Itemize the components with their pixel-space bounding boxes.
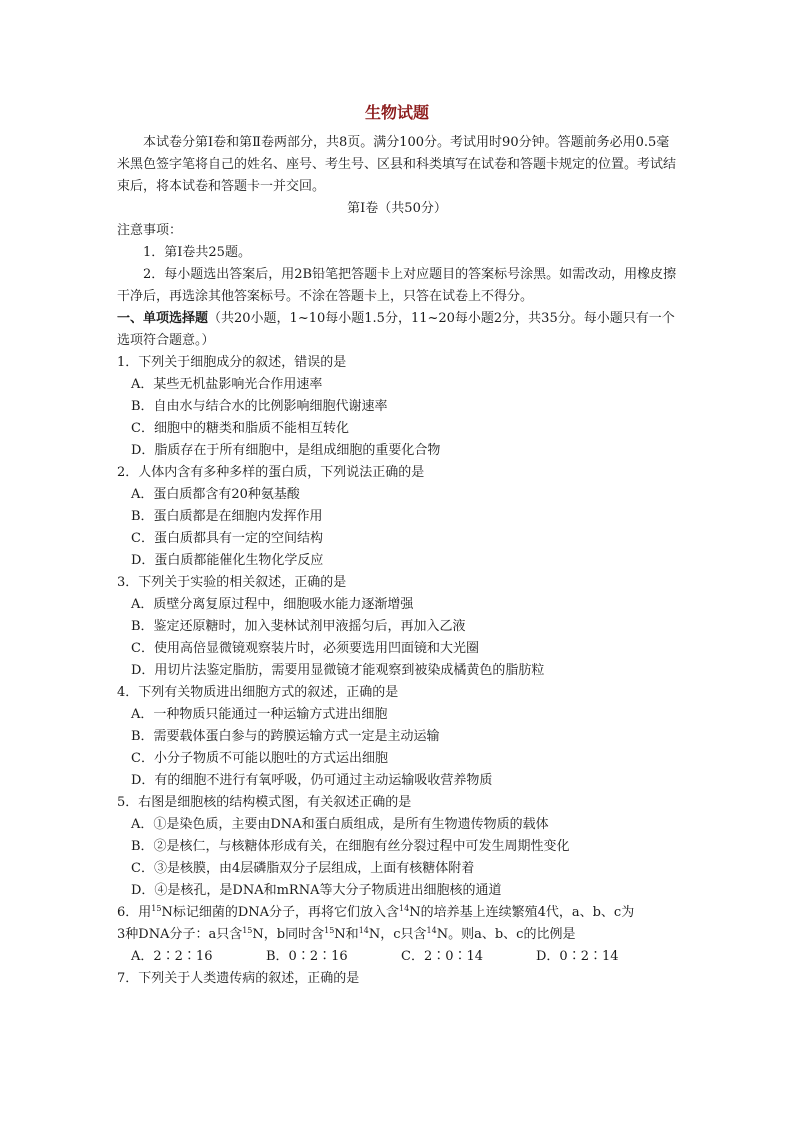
option-item: A．①是染色质，主要由DNA和蛋白质组成，是所有生物遗传物质的载体 bbox=[131, 817, 549, 832]
option-item: C．使用高倍显微镜观察装片时，必须要选用凹面镜和大光圈 bbox=[131, 641, 479, 656]
exam-intro: 本试卷分第Ⅰ卷和第Ⅱ卷两部分，共8页。满分100分。考试用时90分钟。答题前务必用0.5毫米黑色签字笔将自己的姓名、座号、考生号、区县和科类填写在试卷和答题卡规定的位置。考试结束后，将本试卷和答题卡一并交回。 bbox=[117, 135, 677, 194]
option-item: D．0∶2∶14 bbox=[536, 949, 619, 964]
question-stem: 5．右图是细胞核的结构模式图，有关叙述正确的是 bbox=[117, 795, 412, 810]
option-item: D．有的细胞不进行有氧呼吸，仍可通过主动运输吸收营养物质 bbox=[131, 773, 493, 788]
option-item: C．③是核膜，由4层磷脂双分子层组成，上面有核糖体附着 bbox=[131, 861, 475, 876]
question-stem: 4．下列有关物质进出细胞方式的叙述，正确的是 bbox=[117, 685, 399, 700]
question-stem: 3．下列关于实验的相关叙述，正确的是 bbox=[117, 575, 347, 590]
option-item: B．自由水与结合水的比例影响细胞代谢速率 bbox=[131, 399, 388, 414]
exam-page bbox=[117, 100, 677, 990]
question-6-options bbox=[117, 946, 677, 968]
option-item: B．0∶2∶16 bbox=[266, 949, 348, 964]
question-stem: 1．下列关于细胞成分的叙述，错误的是 bbox=[117, 355, 347, 370]
option-item: A．一种物质只能通过一种运输方式进出细胞 bbox=[131, 707, 388, 722]
question-6-line-2: 3种DNA分子：a只含$^{15}$N，b同时含$^{15}$N和$^{14}$N，c只含$^{14}$N。则a、b、c的比例是 bbox=[117, 926, 576, 942]
option-item: D．脂质存在于所有细胞中，是组成细胞的重要化合物 bbox=[131, 443, 441, 458]
question-6-line-1: 6．用$^{15}$N标记细菌的DNA分子，再将它们放入含$^{14}$N的培养基上连续繁殖4代，a、b、c为 bbox=[117, 904, 635, 920]
option-item: A．某些无机盐影响光合作用速率 bbox=[131, 377, 323, 392]
option-item: A．蛋白质都含有20种氨基酸 bbox=[131, 487, 300, 502]
option-item: C．细胞中的糖类和脂质不能相互转化 bbox=[131, 421, 349, 436]
option-item: C．蛋白质都具有一定的空间结构 bbox=[131, 531, 323, 546]
option-item: B．鉴定还原糖时，加入斐林试剂甲液摇匀后，再加入乙液 bbox=[131, 619, 466, 634]
page-title: 生物试题 bbox=[364, 103, 429, 122]
notice-label: 注意事项： bbox=[117, 223, 183, 238]
option-item: A．2∶2∶16 bbox=[131, 949, 213, 964]
notice-item-2: 2．每小题选出答案后，用2B铅笔把答题卡上对应题目的答案标号涂黑。如需改动，用橡皮擦干净后，再选涂其他答案标号。不涂在答题卡上，只答在试卷上不得分。 bbox=[117, 267, 677, 304]
section1-desc: （共20小题，1~10每小题1.5分，11~20每小题2分，共35分。每小题只有一个选项符合题意。） bbox=[117, 311, 675, 348]
notice-item-1: 1．第Ⅰ卷共25题。 bbox=[143, 245, 251, 260]
option-item: D．用切片法鉴定脂肪，需要用显微镜才能观察到被染成橘黄色的脂肪粒 bbox=[131, 663, 545, 678]
section1-header bbox=[117, 308, 677, 352]
option-item: B．②是核仁，与核糖体形成有关，在细胞有丝分裂过程中可发生周期性变化 bbox=[131, 839, 570, 854]
option-item: D．蛋白质都能催化生物化学反应 bbox=[131, 553, 324, 568]
question-stem: 2．人体内含有多种多样的蛋白质，下列说法正确的是 bbox=[117, 465, 425, 480]
option-item: B．蛋白质都是在细胞内发挥作用 bbox=[131, 509, 323, 524]
option-item: C．2∶0∶14 bbox=[401, 949, 484, 964]
part1-title: 第Ⅰ卷（共50分） bbox=[347, 201, 447, 216]
option-item: A．质壁分离复原过程中，细胞吸水能力逐渐增强 bbox=[131, 597, 414, 612]
option-item: B．需要载体蛋白参与的跨膜运输方式一定是主动运输 bbox=[131, 729, 440, 744]
question-stem: 7．下列关于人类遗传病的叙述，正确的是 bbox=[117, 971, 360, 986]
option-item: D．④是核孔，是DNA和mRNA等大分子物质进出细胞核的通道 bbox=[131, 883, 502, 898]
option-item: C．小分子物质不可能以胞吐的方式运出细胞 bbox=[131, 751, 388, 766]
section1-heading: 一、单项选择题 bbox=[117, 311, 209, 326]
